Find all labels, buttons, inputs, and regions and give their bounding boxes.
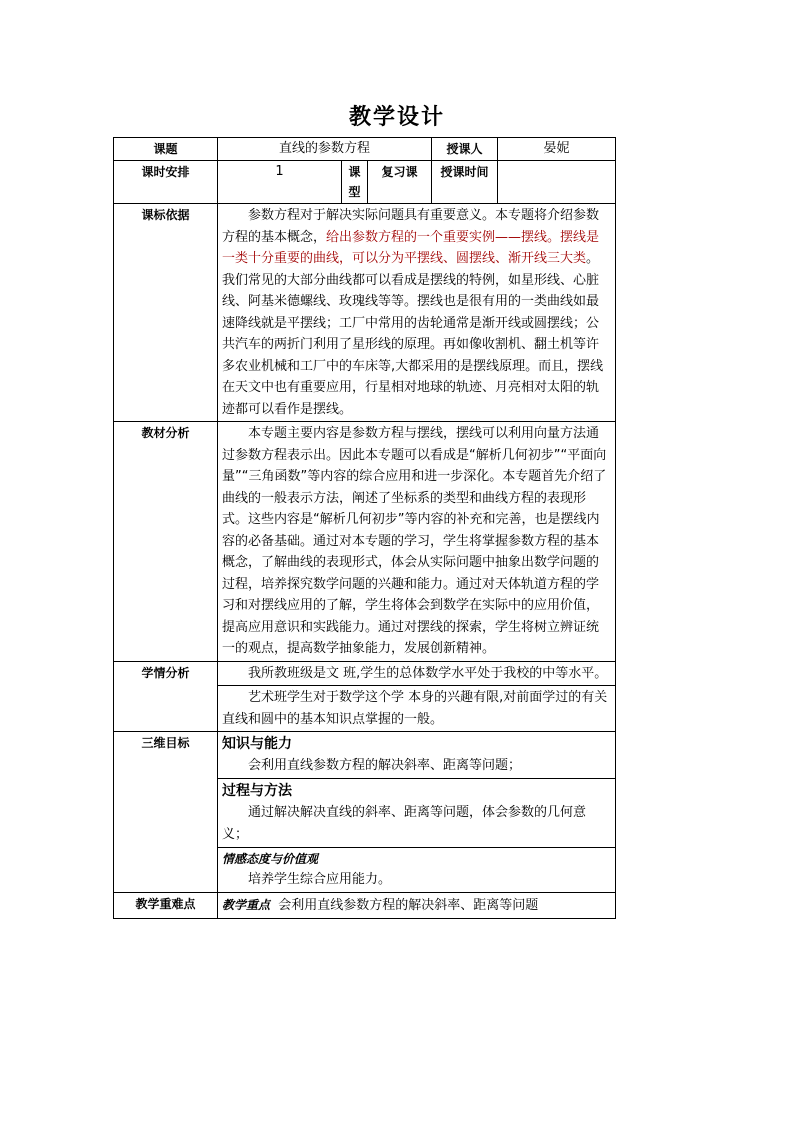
basis-row	[114, 204, 616, 422]
material-content	[218, 422, 616, 662]
topic-value: 直线的参数方程	[218, 138, 432, 161]
attitude-title: 情感态度与价值观	[222, 852, 319, 866]
basis-text-a: 参数方程对于解决实际问题具有重要意义。本专题将介绍参数方程的基本概念，	[222, 208, 600, 245]
time-label: 授课时间	[432, 161, 498, 204]
schedule-label: 课时安排	[114, 161, 218, 204]
lesson-plan-table	[113, 137, 616, 919]
basis-paragraph	[222, 205, 611, 420]
type-label: 课型	[342, 161, 368, 204]
goals-row-1	[114, 732, 616, 779]
material-label: 教材分析	[114, 422, 218, 662]
schedule-row	[114, 161, 616, 204]
time-value	[498, 161, 616, 204]
topic-label: 课题	[114, 138, 218, 161]
type-value: 复习课	[368, 161, 432, 204]
students-content-2	[218, 686, 616, 732]
process-cell	[218, 779, 616, 848]
attitude-text: 培养学生综合应用能力。	[248, 872, 392, 887]
key-title: 教学重点	[222, 898, 271, 912]
knowledge-title: 知识与能力	[222, 736, 292, 752]
keypoints-row	[114, 893, 616, 919]
goals-label: 三维目标	[114, 732, 218, 893]
students-label: 学情分析	[114, 661, 218, 732]
key-text: 会利用直线参数方程的解决斜率、距离等问题	[278, 898, 539, 913]
basis-label: 课标依据	[114, 204, 218, 422]
students-paragraph-2: 艺术班学生对于数学这个学 本身的兴趣有限,对前面学过的有关直线和圆中的基本知识点掌握的一般。	[222, 690, 608, 727]
process-text: 通过解决解决直线的斜率、距离等问题，体会参数的几何意义；	[222, 805, 587, 842]
schedule-value: 1	[218, 161, 342, 204]
students-content-1	[218, 661, 616, 686]
knowledge-text: 会利用直线参数方程的解决斜率、距离等问题；	[248, 758, 522, 773]
teacher-label: 授课人	[432, 138, 498, 161]
page-title: 教学设计	[348, 105, 445, 130]
knowledge-cell	[218, 732, 616, 779]
students-row-1	[114, 661, 616, 686]
basis-text-b: 。我们常见的大部分曲线都可以看成是摆线的特例，如星形线、心脏线、阿基米德螺线、玫瑰线等等。摆线也是很有用的一类曲线如最速降线就是平摆线；工厂中常用的齿轮通常是渐开线或圆摆线；公共汽车的两折门利用了星形线的原理。再如像收割机、翻土机等许多农业机械和工厂中的车床等,大都采用的是摆线原理。而且，摆线在天文中也有重要应用，行星相对地球的轨迹、月亮相对太阳的轨迹都可以看作是摆线。	[222, 251, 604, 417]
keypoints-content	[218, 893, 616, 919]
teacher-value: 晏妮	[498, 138, 616, 161]
material-row	[114, 422, 616, 662]
basis-content	[218, 204, 616, 422]
topic-row	[114, 138, 616, 161]
keypoints-label: 教学重难点	[114, 893, 218, 919]
attitude-cell	[218, 848, 616, 893]
basis-text-highlight: 给出参数方程的一个重要实例——摆线。摆线是一类十分重要的曲线，可以分为平摆线、圆摆线、渐开线三大类	[222, 229, 600, 266]
students-paragraph-1: 我所教班级是文 班,学生的总体数学水平处于我校的中等水平。	[248, 665, 608, 681]
process-title: 过程与方法	[222, 783, 292, 799]
material-paragraph: 本专题主要内容是参数方程与摆线，摆线可以利用向量方法通过参数方程表示出。因此本专题可以看成是“解析几何初步”“平面向量”“三角函数”等内容的综合应用和进一步深化。本专题首先介绍了曲线的一般表示方法，阐述了坐标系的类型和曲线方程的表现形式。这些内容是“解析几何初步”等内容的补充和完善，也是摆线内容的必备基础。通过对本专题的学习，学生将掌握参数方程的基本概念，了解曲线的表现形式，体会从实际问题中抽象出数学问题的过程，培养探究数学问题的兴趣和能力。通过对天体轨道方程的学习和对摆线应用的了解，学生将体会到数学在实际中的应用价值，提高应用意识和实践能力。通过对摆线的探索，学生将树立辨证统一的观点，提高数学抽象能力，发展创新精神。	[222, 426, 607, 656]
